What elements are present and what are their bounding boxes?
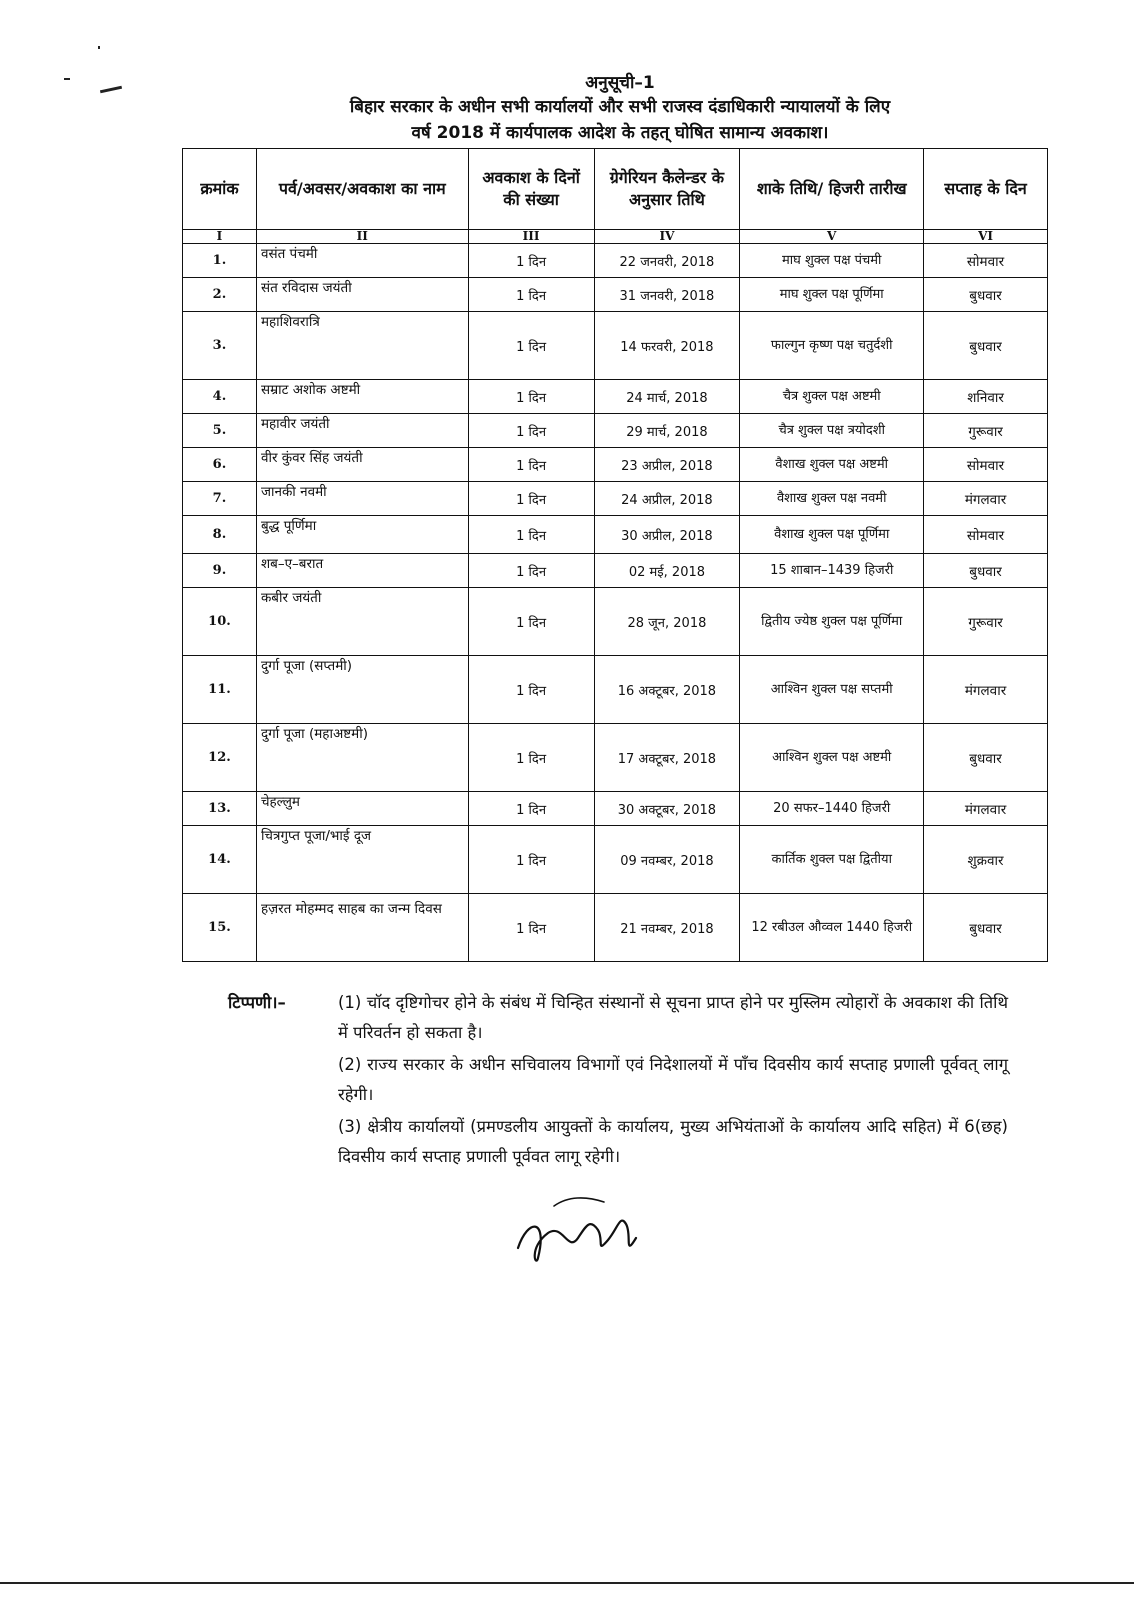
row-serial: 13. (183, 792, 257, 826)
table-row (183, 724, 1048, 792)
notes-label: टिप्पणी।– (228, 993, 286, 1012)
row-gregorian-date: 09 नवम्बर, 2018 (594, 826, 740, 894)
row-holiday-name: दुर्गा पूजा (सप्तमी) (256, 656, 468, 724)
header-weekday: सप्ताह के दिन (924, 149, 1048, 230)
row-shaka-date: वैशाख शुक्ल पक्ष नवमी (740, 482, 924, 516)
row-serial: 7. (183, 482, 257, 516)
row-serial: 5. (183, 414, 257, 448)
header-gregorian-date: ग्रेगेरियन कैलेन्डर के अनुसार तिथि (594, 149, 740, 230)
table-row (183, 554, 1048, 588)
row-shaka-date: वैशाख शुक्ल पक्ष अष्टमी (740, 448, 924, 482)
row-serial: 6. (183, 448, 257, 482)
row-shaka-date: माघ शुक्ल पक्ष पूर्णिमा (740, 278, 924, 312)
notes-list (338, 988, 1008, 1174)
table-row (183, 792, 1048, 826)
row-weekday: बुधवार (924, 554, 1048, 588)
row-days: 1 दिन (468, 516, 594, 554)
row-days: 1 दिन (468, 588, 594, 656)
row-serial: 10. (183, 588, 257, 656)
row-days: 1 दिन (468, 724, 594, 792)
roman-numeral-row (183, 230, 1048, 244)
row-days: 1 दिन (468, 380, 594, 414)
title-line-2: वर्ष 2018 में कार्यपालक आदेश के तहत् घोषित सामान्य अवकाश। (411, 123, 829, 143)
roman-numeral: III (468, 230, 594, 244)
roman-numeral: I (183, 230, 257, 244)
row-weekday: मंगलवार (924, 792, 1048, 826)
row-gregorian-date: 17 अक्टूबर, 2018 (594, 724, 740, 792)
row-gregorian-date: 02 मई, 2018 (594, 554, 740, 588)
row-gregorian-date: 31 जनवरी, 2018 (594, 278, 740, 312)
row-holiday-name: संत रविदास जयंती (256, 278, 468, 312)
row-holiday-name: कबीर जयंती (256, 588, 468, 656)
row-weekday: गुरूवार (924, 414, 1048, 448)
bottom-rule (0, 1582, 1134, 1584)
title-line-1: बिहार सरकार के अधीन सभी कार्यालयों और सभी राजस्व दंडाधिकारी न्यायालयों के लिए (349, 97, 891, 117)
row-gregorian-date: 22 जनवरी, 2018 (594, 244, 740, 278)
row-holiday-name: वसंत पंचमी (256, 244, 468, 278)
row-weekday: बुधवार (924, 312, 1048, 380)
row-shaka-date: माघ शुक्ल पक्ष पंचमी (740, 244, 924, 278)
table-row (183, 244, 1048, 278)
row-gregorian-date: 29 मार्च, 2018 (594, 414, 740, 448)
header-days: अवकाश के दिनों की संख्या (468, 149, 594, 230)
row-serial: 11. (183, 656, 257, 724)
row-holiday-name: महावीर जयंती (256, 414, 468, 448)
row-days: 1 दिन (468, 792, 594, 826)
row-weekday: मंगलवार (924, 656, 1048, 724)
table-row (183, 482, 1048, 516)
row-gregorian-date: 24 अप्रील, 2018 (594, 482, 740, 516)
row-shaka-date: द्वितीय ज्येष्ठ शुक्ल पक्ष पूर्णिमा (740, 588, 924, 656)
row-holiday-name: बुद्ध पूर्णिमा (256, 516, 468, 554)
roman-numeral: V (740, 230, 924, 244)
table-header-row (183, 149, 1048, 230)
header-serial: क्रमांक (183, 149, 257, 230)
row-days: 1 दिन (468, 414, 594, 448)
row-holiday-name: शब–ए–बरात (256, 554, 468, 588)
row-shaka-date: कार्तिक शुक्ल पक्ष द्वितीया (740, 826, 924, 894)
signature-scribble (508, 1188, 648, 1278)
row-weekday: बुधवार (924, 724, 1048, 792)
scan-mark (98, 46, 100, 49)
row-days: 1 दिन (468, 826, 594, 894)
table-row (183, 312, 1048, 380)
row-shaka-date: 12 रबीउल औव्वल 1440 हिजरी (740, 894, 924, 962)
row-serial: 9. (183, 554, 257, 588)
table-row (183, 826, 1048, 894)
row-holiday-name: हज़रत मोहम्मद साहब का जन्म दिवस (256, 894, 468, 962)
row-serial: 8. (183, 516, 257, 554)
table-row (183, 894, 1048, 962)
row-days: 1 दिन (468, 448, 594, 482)
row-serial: 12. (183, 724, 257, 792)
note-item: (1) चॉद दृष्टिगोचर होने के संबंध में चिन्हित संस्थानों से सूचना प्राप्त होने पर मुस्लिम त्योहारों के अवकाश की तिथि में परिवर्तन हो सकता है। (338, 993, 1008, 1042)
row-weekday: सोमवार (924, 448, 1048, 482)
table-row (183, 414, 1048, 448)
row-weekday: मंगलवार (924, 482, 1048, 516)
row-shaka-date: फाल्गुन कृष्ण पक्ष चतुर्दशी (740, 312, 924, 380)
roman-numeral: VI (924, 230, 1048, 244)
row-weekday: सोमवार (924, 244, 1048, 278)
header-shaka-hijri: शाके तिथि/ हिजरी तारीख (740, 149, 924, 230)
table-row (183, 588, 1048, 656)
row-holiday-name: सम्राट अशोक अष्टमी (256, 380, 468, 414)
holiday-table (182, 148, 1048, 962)
row-shaka-date: 20 सफर–1440 हिजरी (740, 792, 924, 826)
row-weekday: गुरूवार (924, 588, 1048, 656)
row-days: 1 दिन (468, 312, 594, 380)
row-gregorian-date: 24 मार्च, 2018 (594, 380, 740, 414)
row-gregorian-date: 14 फरवरी, 2018 (594, 312, 740, 380)
row-holiday-name: चित्रगुप्त पूजा/भाई दूज (256, 826, 468, 894)
row-gregorian-date: 21 नवम्बर, 2018 (594, 894, 740, 962)
row-serial: 15. (183, 894, 257, 962)
roman-numeral: IV (594, 230, 740, 244)
row-gregorian-date: 16 अक्टूबर, 2018 (594, 656, 740, 724)
row-days: 1 दिन (468, 894, 594, 962)
row-gregorian-date: 30 अक्टूबर, 2018 (594, 792, 740, 826)
row-days: 1 दिन (468, 244, 594, 278)
row-days: 1 दिन (468, 554, 594, 588)
row-shaka-date: आश्विन शुक्ल पक्ष सप्तमी (740, 656, 924, 724)
note-item: (3) क्षेत्रीय कार्यालयों (प्रमण्डलीय आयुक्तों के कार्यालय, मुख्य अभियंताओं के कार्यालय आदि सहित) में 6(छह) दिवसीय कार्य सप्ताह प्रणाली पूर्ववत लागू रहेगी। (338, 1117, 1008, 1166)
document-header (200, 72, 1040, 146)
table-row (183, 656, 1048, 724)
scan-mark (64, 78, 70, 80)
row-days: 1 दिन (468, 482, 594, 516)
row-serial: 14. (183, 826, 257, 894)
row-shaka-date: चैत्र शुक्ल पक्ष अष्टमी (740, 380, 924, 414)
table-row (183, 278, 1048, 312)
row-holiday-name: चेहल्लुम (256, 792, 468, 826)
row-holiday-name: वीर कुंवर सिंह जयंती (256, 448, 468, 482)
row-holiday-name: जानकी नवमी (256, 482, 468, 516)
row-gregorian-date: 23 अप्रील, 2018 (594, 448, 740, 482)
row-holiday-name: महाशिवरात्रि (256, 312, 468, 380)
header-name: पर्व/अवसर/अवकाश का नाम (256, 149, 468, 230)
table-row (183, 516, 1048, 554)
table-row (183, 448, 1048, 482)
row-serial: 2. (183, 278, 257, 312)
note-item: (2) राज्य सरकार के अधीन सचिवालय विभागों एवं निदेशालयों में पाँच दिवसीय कार्य सप्ताह प्रणाली पूर्ववत् लागू रहेगी। (338, 1055, 1008, 1104)
row-gregorian-date: 30 अप्रील, 2018 (594, 516, 740, 554)
row-weekday: शनिवार (924, 380, 1048, 414)
row-weekday: बुधवार (924, 894, 1048, 962)
row-serial: 4. (183, 380, 257, 414)
row-shaka-date: आश्विन शुक्ल पक्ष अष्टमी (740, 724, 924, 792)
row-holiday-name: दुर्गा पूजा (महाअष्टमी) (256, 724, 468, 792)
row-shaka-date: 15 शाबान–1439 हिजरी (740, 554, 924, 588)
row-shaka-date: वैशाख शुक्ल पक्ष पूर्णिमा (740, 516, 924, 554)
schedule-label: अनुसूची–1 (585, 73, 655, 93)
row-days: 1 दिन (468, 656, 594, 724)
row-gregorian-date: 28 जून, 2018 (594, 588, 740, 656)
roman-numeral: II (256, 230, 468, 244)
row-shaka-date: चैत्र शुक्ल पक्ष त्रयोदशी (740, 414, 924, 448)
scan-mark (100, 86, 122, 94)
row-serial: 1. (183, 244, 257, 278)
row-weekday: सोमवार (924, 516, 1048, 554)
row-days: 1 दिन (468, 278, 594, 312)
row-weekday: बुधवार (924, 278, 1048, 312)
table-row (183, 380, 1048, 414)
row-weekday: शुक्रवार (924, 826, 1048, 894)
row-serial: 3. (183, 312, 257, 380)
